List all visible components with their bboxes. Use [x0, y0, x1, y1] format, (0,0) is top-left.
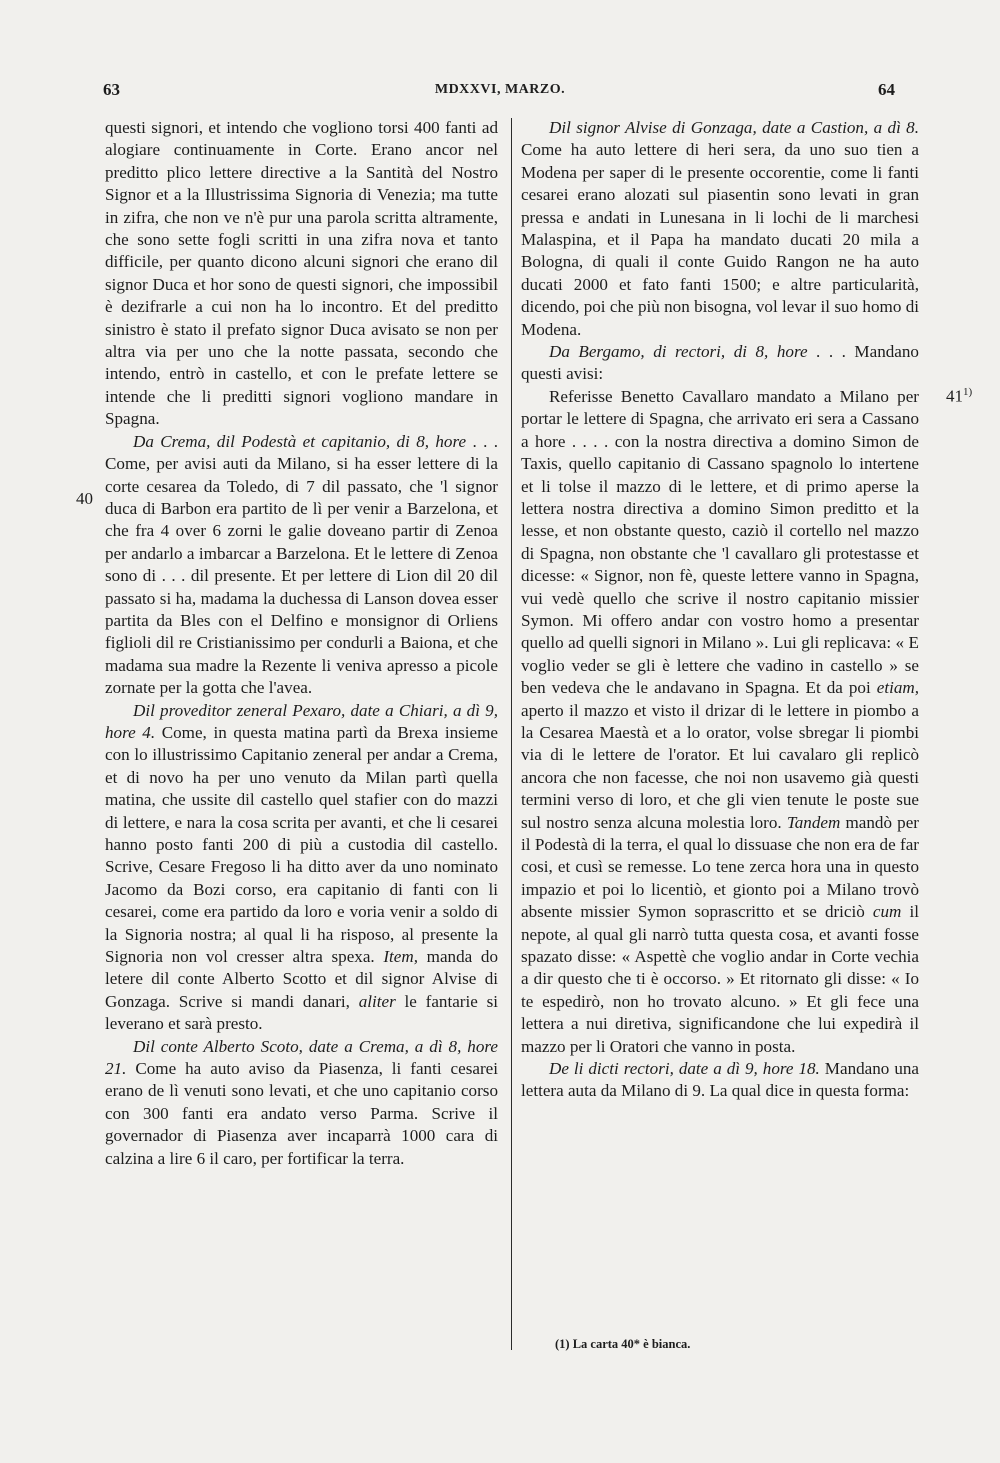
margin-number-right — [946, 386, 972, 407]
column-divider — [511, 118, 512, 1350]
footnote-reference: 1) — [963, 386, 973, 398]
text-run: . . . Come, per avisi auti da Milano, si ha esser lettere di la corte cesarea da Toledo, di 7 dil passato, che 'l signor duca di Barbon era partito de lì per venir a Barzelona, et che fra 4 over 6 zorni le galie doveano partir di Zenoa per andarlo a imbarcar a Barzelona. Et le lettere di Zenoa sono di . . . dil presente. Et per lettere di Lion dil 20 dil passato si ha, madama la duchessa di Lanson dovea esser partita da Bles con el Delfino e monsignor di Orliens figlioli dil re Cristianissimo per condurli a Baiona, et che madama sua madre la Rezente li veniva apresso a picole zornate per la gotta che l'avea. — [105, 431, 499, 698]
running-title: MDXXVI, MARZO. — [434, 82, 566, 97]
left-column — [105, 117, 498, 1170]
text-run: Come, in questa matina partì da Brexa insieme con lo illustrissimo Capitanio zeneral per andar a Crema, et di novo ha per uno venuto da Milan partì quella matina, che ussite dil castello quel stafier con do mazzi di lettere, e nara la cosa scrita per avanti, et che li cesarei hanno posto fanti 200 di più a custodia dil castello. Scrive, Cesare Fregoso li ha ditto aver da uno nominato Jacomo da Bozi corso, era capitanio di fanti con li cesarei, come era partido da loro e voria venir a soldo di la Signoria nostra; al qual li ha risposo, al presente la Signoria non vol cresser altra spexa. — [105, 722, 498, 967]
paragraph — [521, 386, 919, 1058]
paragraph — [521, 1058, 919, 1103]
italic-run: Da Bergamo, di rectori, di 8, hore — [549, 342, 808, 362]
margin-number-value: 41 — [946, 386, 963, 406]
text-run: il nepote, al qual gli narrò tutta questa cosa, et avanti fosse spazato disse: « Aspettè che voglio andar in Corte vechia a dir questo che ti è occorso. » Et ritornato gli disse: « Io te espedirò, non ho trovato alcuno. » Et gli fece una lettera a nui diretiva, significandone che lui expedirà il mazzo per li Oratori che vanno in posta. — [521, 902, 919, 1056]
italic-run: aliter — [358, 991, 396, 1011]
paragraph — [105, 1036, 498, 1170]
page-header — [0, 80, 1000, 106]
text-run: questi signori, et intendo che vogliono torsi 400 fanti ad alogiare continuamente in Corte. Erano ancor nel preditto plico lettere directive a la Santità del Nostro Signor et a la Illustrissima Signoria di Venezia; ma tutte in zifra, che non ve n'è pur una parola scritta altramente, che sono sette fogli scritti in una zifra nova et tanto difficile, per quanto dicono alcuni signori che erano dil signor Duca et hor sono de questi signori, che impossibil è dezifrarle a cui non ha lo incontro. Et del preditto sinistro è stato il prefato signor Duca avisato se non per altra via per uno che la notte passata, secondo che intendo, entrò in castello, et con le prefate lettere se intende che li preditti signori vogliono mandare in Spagna. — [105, 118, 498, 429]
right-column — [521, 117, 919, 1103]
italic-run: cum — [872, 902, 902, 922]
text-run: mandò per il Podestà di la terra, el qual lo dissuase che non era de far cosi, et cusì se remesse. Lo tene zerca hora una in questo impazio et poi lo licentiò, et gionto poi a Milano trovò absente missier Symon soprascritto et se driciò — [521, 812, 919, 922]
text-run: Come ha auto lettere di heri sera, da uno suo tien a Modena per saper di le presente occorentie, come li fanti cesarei erano alozati sul piasentin sono levati in gran pressa e andati in Lunesana in li lochi de li marchesi Malaspina, et il Papa ha mandato ducati 20 mila a Bologna, di quali il conte Guido Rangon ne ha auto ducati 2000 et fato fanti 1500; e altre particularità, dicendo, poi che più non bisogna, vol levar il suo homo di Modena. — [521, 140, 919, 339]
footnote: (1) La carta 40* è bianca. — [555, 1337, 691, 1351]
margin-number-left: 40 — [76, 489, 93, 508]
paragraph — [105, 700, 498, 1036]
paragraph — [521, 341, 919, 386]
italic-run: Tandem — [786, 812, 841, 832]
text-run: le fantarie si leverano et sarà presto. — [105, 991, 498, 1034]
page-number-right: 64 — [878, 80, 895, 99]
text-run: Referisse Benetto Cavallaro mandato a Milano per portar le lettere di Spagna, che arrivato eri sera a Cassano a hore . . . . con la nostra directiva a domino Simon de Taxis, quello capitanio di Cassano spagnolo lo intertene et li tolse il mazzo di le lettere, et di primo aperse la lettera nostra directiva a domino Simon preditto et la lesse, et non obstante questo, caziò il cortello nel mazzo di Spagna, non obstante che 'l cavallaro gli protestasse et dicesse: « Signor, non fè, queste lettere vanno in Spagna, vui vedè quello che scrive il nostro capitanio missier Symon. Mi offero andar con vostro homo a presentar quello ad quelli signori in Milano ». Lui gli replicava: « E voglio veder se gli è lettere che vadino in castello » se ben vedeva che le andavano in Spagna. Et da poi — [521, 386, 919, 698]
paragraph — [521, 117, 919, 341]
italic-run: Item, — [383, 947, 419, 967]
text-run: . . . Mandano questi avisi: — [521, 342, 919, 384]
paragraph — [105, 117, 498, 431]
text-run: manda do letere dil conte Alberto Scotto et dil signor Alvise di Gonzaga. Scrive si mandi danari, — [105, 947, 498, 1011]
text-run: aperto il mazzo et visto il drizar di le lettere in piombo a la Cesarea Maestà et a lo orator, volse sbregar li piombi via di le lettere de l'orator. Et lui cavalaro gli replicò ancora che non facesse, che noi non usavemo già questi termini verso di loro, et che gli vien tenute le poste sue sul nostro senza alcuna molestia loro. — [521, 700, 919, 832]
italic-run: Dil conte Alberto Scoto, date a Crema, a dì 8, hore 21. — [105, 1036, 498, 1079]
text-run: Mandano una lettera auta da Milano di 9. La qual dice in questa forma: — [521, 1059, 919, 1101]
italic-run: Dil proveditor zeneral Pexaro, date a Chiari, a dì 9, hore 4. — [105, 700, 498, 742]
italic-run: Dil signor Alvise di Gonzaga, date a Castion, a dì 8. — [549, 118, 919, 137]
italic-run: De li dicti rectori, date a dì 9, hore 18. — [549, 1059, 820, 1079]
italic-run: etiam, — [876, 678, 919, 698]
italic-run: Da Crema, dil Podestà et capitanio, di 8, hore — [133, 431, 467, 451]
text-run: Come ha auto aviso da Piasenza, li fanti cesarei erano de lì venuti sono levati, et che uno capitanio corso con 300 fanti era andato verso Parma. Scrive il governador di Piasenza aver incaparrà 1000 cara di calzina a lire 6 il caro, per fortificar la terra. — [105, 1059, 498, 1168]
paragraph — [105, 431, 498, 700]
page-number-left: 63 — [103, 80, 120, 99]
